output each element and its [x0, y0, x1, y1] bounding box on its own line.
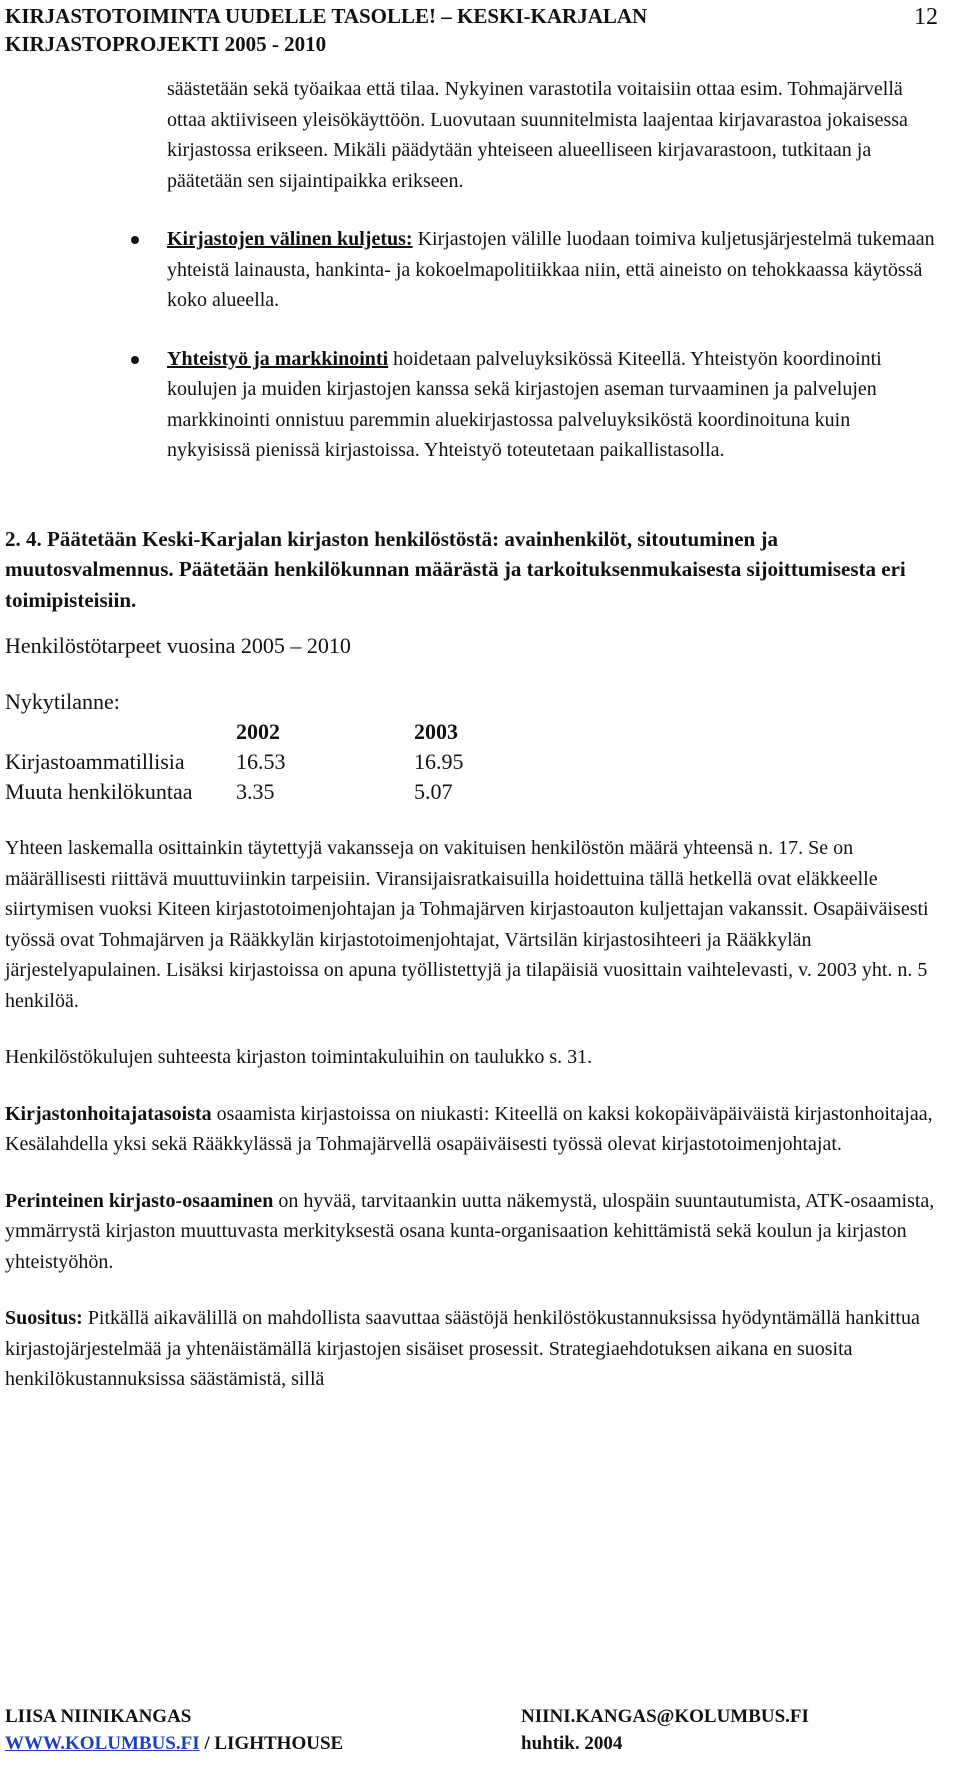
bullet-heading: Kirjastojen välinen kuljetus: — [167, 228, 413, 250]
paragraph-text: Yhteen laskemalla osittainkin täytettyjä vakansseja on vakituisen henkilöstön määrä yhteensä n. 17. Se on määrällisesti riittävä muuttuviinkin tarpeisiin. Viransijaisratkaisuilla hoidettuina tällä hetkellä ovat eläkkeelle siirtymisen vuoksi Kiteen kirjastotoimenjohtajan ja Tohmajärven kirjastoauton kuljettajan vakanssit. Osapäiväisesti työssä ovat Tohmajärven ja Rääkkylän kirjastotoimenjohtajat, Värtsilän kirjastosihteeri ja Rääkkylän järjestelyapulainen. Lisäksi kirjastoissa on apuna työllistettyjä ja tilapäisiä vuosittain vaihtelevasti, v. 2003 yht. n. 5 henkilöä. — [5, 837, 929, 1012]
footer-website-link[interactable]: WWW.KOLUMBUS.FI — [5, 1733, 200, 1754]
table-header-row — [5, 717, 464, 747]
section-subtitle: Henkilöstötarpeet vuosina 2005 – 2010 — [5, 633, 351, 658]
header-project-name: KIRJASTOPROJEKTI 2005 - 2010 — [5, 32, 327, 56]
footer-email: NIINI.KANGAS@KOLUMBUS.FI — [521, 1706, 809, 1727]
table-cell: Muuta henkilökuntaa — [5, 779, 193, 804]
table-cell: 5.07 — [414, 779, 453, 804]
header-dash: – — [436, 4, 458, 28]
table-row — [5, 747, 464, 777]
paragraph-recommendation — [5, 1303, 938, 1395]
paragraph-librarian-level — [5, 1099, 938, 1160]
running-footer — [5, 1703, 938, 1757]
bullet-icon — [131, 236, 139, 244]
paragraph-staff-count — [5, 833, 938, 1016]
bullet-text: Kirjastojen välille luodaan toimiva kuljetusjärjestelmä tukemaan yhteistä lainausta, hankinta- ja kokoelmapolitiikkaa niin, että aineisto on tehokkaassa käytössä koko alueella. — [167, 228, 935, 311]
current-situation-label: Nykytilanne: — [5, 689, 120, 714]
document-body — [5, 74, 938, 1395]
paragraph-text: osaamista kirjastoissa on niukasti: Kiteellä on kaksi kokopäiväpäiväistä kirjastonhoitajaa, Kesälahdella yksi sekä Rääkkylässä ja Tohmajärvellä osapäiväisesti työssä olevat kirjastotoimenjohtajat. — [5, 1102, 933, 1155]
section-title: 2. 4. Päätetään Keski-Karjalan kirjaston henkilöstöstä: avainhenkilöt, sitoutuminen ja muutosvalmennus. Päätetään henkilökunnan määrästä ja tarkoituksenmukaisesta sijoittumisesta eri toimipisteisiin. — [5, 526, 906, 612]
table-cell: 16.95 — [414, 749, 464, 774]
paragraph-traditional-skills — [5, 1186, 938, 1278]
table-cell: 3.35 — [236, 779, 275, 804]
paragraph-lead: Suositus: — [5, 1307, 83, 1329]
paragraph-text: Henkilöstökulujen suhteesta kirjaston toimintakuluihin on taulukko s. 31. — [5, 1046, 593, 1068]
bullet-item-transport — [167, 224, 938, 316]
paragraph-lead: Perinteinen kirjasto-osaaminen — [5, 1189, 274, 1212]
table-cell: Kirjastoammatillisia — [5, 749, 185, 774]
table-cell: 16.53 — [236, 749, 286, 774]
staff-table — [5, 717, 464, 807]
footer-organization: / LIGHTHOUSE — [199, 1733, 344, 1754]
bullet-text: hoidetaan palveluyksikössä Kiteellä. Yhteistyön koordinointi koulujen ja muiden kirjastojen kanssa sekä kirjastojen aseman turvaaminen ja palvelujen markkinointi onnistuu paremmin aluekirjastossa palveluyksiköstä koordinoituna kuin nykyisissä pienissä kirjastoissa. Yhteistyö toteutetaan paikallistasolla. — [167, 347, 882, 461]
table-header-cell: 2002 — [236, 719, 280, 744]
paragraph-text: on hyvää, tarvitaankin uutta näkemystä, ulospäin suuntautumista, ATK-osaamista, ymmärrystä kirjaston muuttuvasta merkityksestä osana kunta-organisaation kehittämistä sekä koulun ja kirjaston yhteistyöhön. — [5, 1189, 935, 1273]
header-title-part1: KIRJASTOTOIMINTA UUDELLE TASOLLE! — [5, 4, 437, 28]
intro-paragraph: säästetään sekä työaikaa että tilaa. Nykyinen varastotila voitaisiin ottaa esim. Tohmajärvellä ottaa aktiiviseen yleisökäyttöön. Luovutaan suunnitelmista laajentaa kirjavarastoa jokaisessa kirjastossa erikseen. Mikäli päädytään yhteiseen alueelliseen kirjavarastoon, tutkitaan ja päätetään sen sijaintipaikka erikseen. — [167, 78, 908, 192]
running-header — [5, 2, 647, 58]
bullet-icon — [131, 356, 139, 364]
footer-author: LIISA NIINIKANGAS — [5, 1706, 192, 1727]
paragraph-text: Pitkällä aikavälillä on mahdollista saavuttaa säästöjä henkilöstökustannuksissa hyödyntämällä hankittua kirjastojärjestelmää ja yhtenäistämällä kirjastojen sisäiset prosessit. Strategiaehdotuksen aikana en suosita henkilökustannuksissa säästämistä, sillä — [5, 1307, 920, 1390]
paragraph-cost-reference — [5, 1042, 938, 1073]
header-title-part2: KESKI-KARJALAN — [457, 4, 648, 28]
bullet-heading: Yhteistyö ja markkinointi — [167, 347, 389, 370]
table-header-cell: 2003 — [414, 719, 458, 744]
table-header-cell — [5, 717, 236, 747]
bullet-item-cooperation — [167, 344, 938, 466]
footer-date: huhtik. 2004 — [521, 1733, 623, 1754]
table-row — [5, 777, 464, 807]
page-number: 12 — [914, 4, 938, 30]
paragraph-lead: Kirjastonhoitajatasoista — [5, 1102, 212, 1125]
